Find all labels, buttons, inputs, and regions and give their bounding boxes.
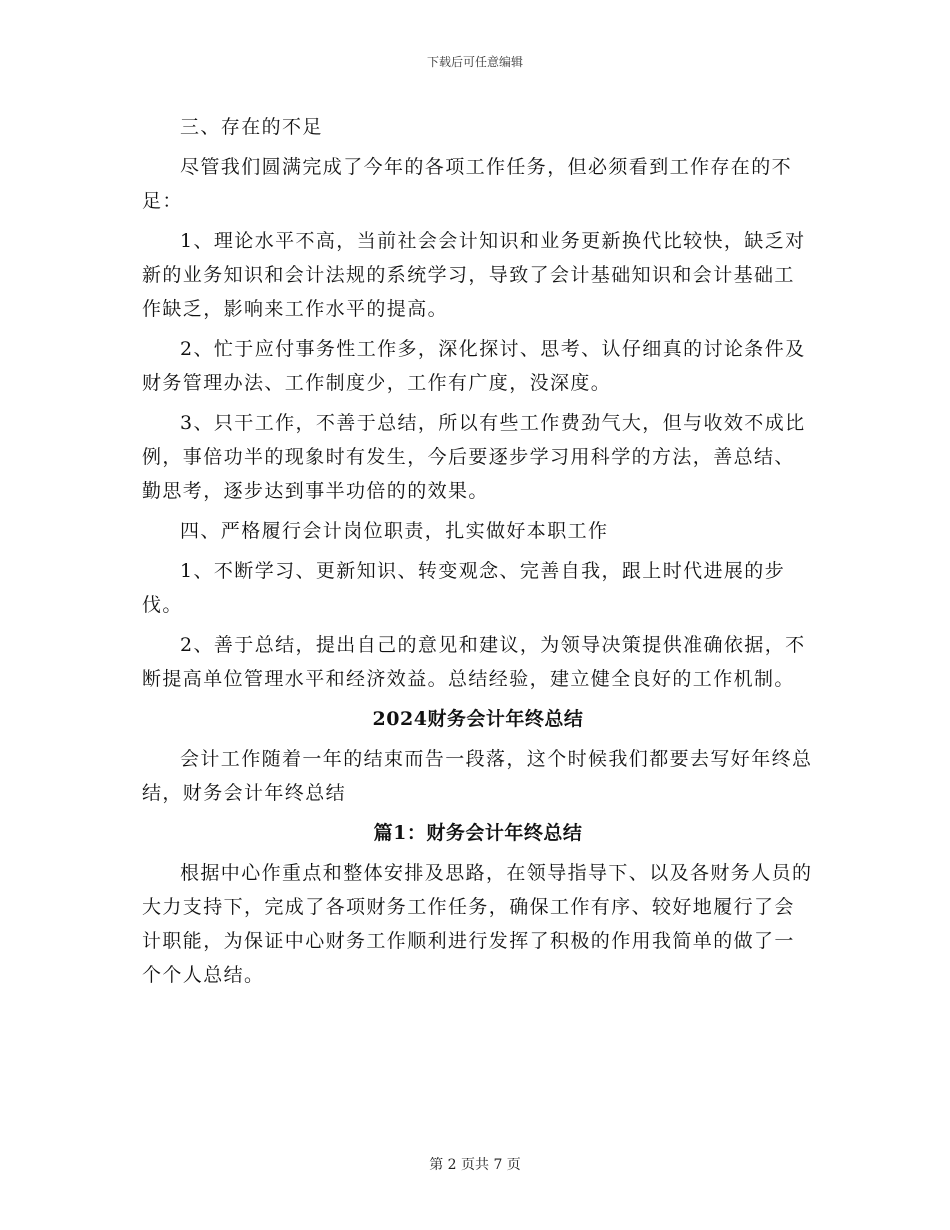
paragraph-item-2: 2、忙于应付事务性工作多，深化探讨、思考、认仔细真的讨论条件及财务管理办法、工作制度少，工作有广度，没深度。 <box>142 338 806 394</box>
document-title: 2024财务会计年终总结 <box>372 708 584 730</box>
page-header: 下载后可任意编辑 <box>426 55 523 69</box>
section-heading-shortcomings: 三、存在的不足 <box>180 116 323 138</box>
paragraph-item-3: 3、只干工作，不善于总结，所以有些工作费劲气大，但与收效不成比例，事倍功半的现象时有发生，今后要逐步学习用科学的方法，善总结、勤思考，逐步达到事半功倍的的效果。 <box>142 412 806 502</box>
paragraph-duty-1: 1、不断学习、更新知识、转变观念、完善自我，跟上时代进展的步伐。 <box>142 560 786 616</box>
document-body <box>142 110 814 998</box>
article-title: 篇1：财务会计年终总结 <box>373 822 583 844</box>
paragraph-intro: 尽管我们圆满完成了今年的各项工作任务，但必须看到工作存在的不足： <box>142 156 793 212</box>
paragraph-article-body: 根据中心作重点和整体安排及思路，在领导指导下、以及各财务人员的大力支持下，完成了各项财务工作任务，确保工作有序、较好地履行了会计职能，为保证中心财务工作顺利进行发挥了积极的作用我简单的做了一个个人总结。 <box>142 862 813 986</box>
paragraph-item-1: 1、理论水平不高，当前社会会计知识和业务更新换代比较快，缺乏对新的业务知识和会计法规的系统学习，导致了会计基础知识和会计基础工作缺乏，影响来工作水平的提高。 <box>142 230 806 320</box>
paragraph-summary-intro: 会计工作随着一年的结束而告一段落，这个时候我们都要去写好年终总结，财务会计年终总结 <box>142 748 813 804</box>
section-heading-duties: 四、严格履行会计岗位职责，扎实做好本职工作 <box>180 520 609 542</box>
page-number: 第 2 页共 7 页 <box>429 1157 521 1173</box>
paragraph-duty-2: 2、善于总结，提出自己的意见和建议，为领导决策提供准确依据，不断提高单位管理水平和经济效益。总结经验，建立健全良好的工作机制。 <box>142 634 806 690</box>
